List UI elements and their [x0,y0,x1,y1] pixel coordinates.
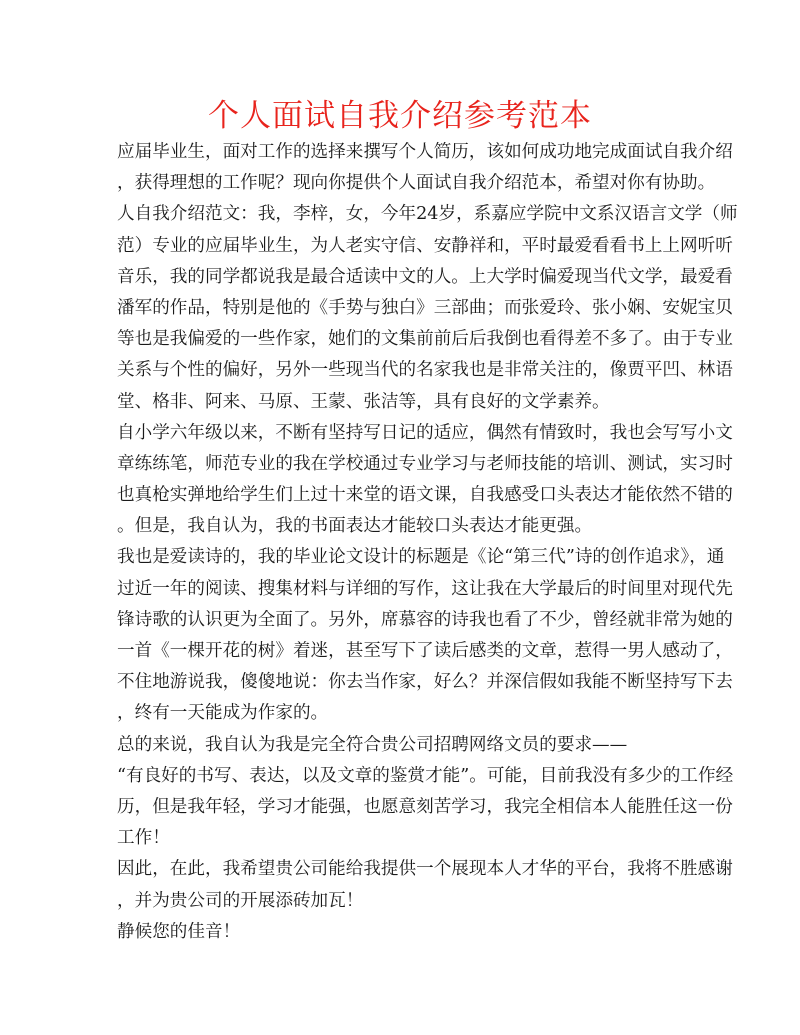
text-line: 自小学六年级以来，不断有坚持写日记的适应，偶然有情致时，我也会写写小文 [117,422,733,443]
text-line: 我也是爱读诗的，我的毕业论文设计的标题是《论“第三代”诗的创作追求》，通 [117,547,725,568]
text-line: 。但是，我自认为，我的书面表达才能较口头表达才能更强。 [117,516,593,537]
document-body [117,137,738,948]
text-line: 范）专业的应届毕业生，为人老实守信、安静祥和，平时最爱看看书上上网听听 [117,235,733,256]
text-line: 关系与个性的偏好，另外一些现当代的名家我也是非常关注的，像贾平凹、林语 [117,360,733,381]
document-title: 个人面试自我介绍参考范本 [208,98,592,134]
text-line: 总的来说，我自认为我是完全符合贵公司招聘网络文员的要求—— [117,734,628,755]
text-line: 因此，在此，我希望贵公司能给我提供一个展现本人才华的平台，我将不胜感谢 [117,859,733,880]
text-line: ，并为贵公司的开展添砖加瓦！ [117,890,364,911]
text-line: 静候您的佳音！ [117,921,241,942]
text-line: ，终有一天能成为作家的。 [117,703,329,724]
text-line: 过近一年的阅读、搜集材料与详细的写作，这让我在大学最后的时间里对现代先 [117,578,733,599]
text-line: 等也是我偏爱的一些作家，她们的文集前前后后我倒也看得差不多了。由于专业 [117,329,733,350]
text-line: 锋诗歌的认识更为全面了。另外，席慕容的诗我也看了不少，曾经就非常为她的 [117,609,733,630]
text-line: 也真枪实弹地给学生们上过十来堂的语文课，自我感受口头表达才能依然不错的 [117,485,733,506]
text-line: “有良好的书写、表达，以及文章的鉴赏才能”。可能，目前我没有多少的工作经 [117,765,734,786]
text-line: 章练练笔，师范专业的我在学校通过专业学习与老师技能的培训、测试，实习时 [117,453,733,474]
text-line: 潘军的作品，特别是他的《手势与独白》三部曲；而张爱玲、张小娴、安妮宝贝 [117,297,733,318]
text-line: 应届毕业生，面对工作的选择来撰写个人简历，该如何成功地完成面试自我介绍 [117,142,733,162]
text-line: 一首《一棵开花的树》着迷，甚至写下了读后感类的文章，惹得一男人感动了， [117,641,733,661]
text-line: 工作！ [117,828,170,849]
text-line: 不住地游说我，傻傻地说：你去当作家，好么？并深信假如我能不断坚持写下去 [117,672,733,693]
text-line: 人自我介绍范文：我，李梓，女，今年24岁，系嘉应学院中文系汉语言文学（师 [117,204,738,225]
text-line: 音乐，我的同学都说我是最合适读中文的人。上大学时偏爱现当代文学，最爱看 [117,266,733,287]
text-line: 堂、格非、阿来、马原、王蒙、张洁等，具有良好的文学素养。 [117,391,610,412]
text-line: 历，但是我年轻，学习才能强，也愿意刻苦学习，我完全相信本人能胜任这一份 [117,796,733,817]
text-line: ，获得理想的工作呢？现向你提供个人面试自我介绍范本，希望对你有协助。 [117,173,716,194]
